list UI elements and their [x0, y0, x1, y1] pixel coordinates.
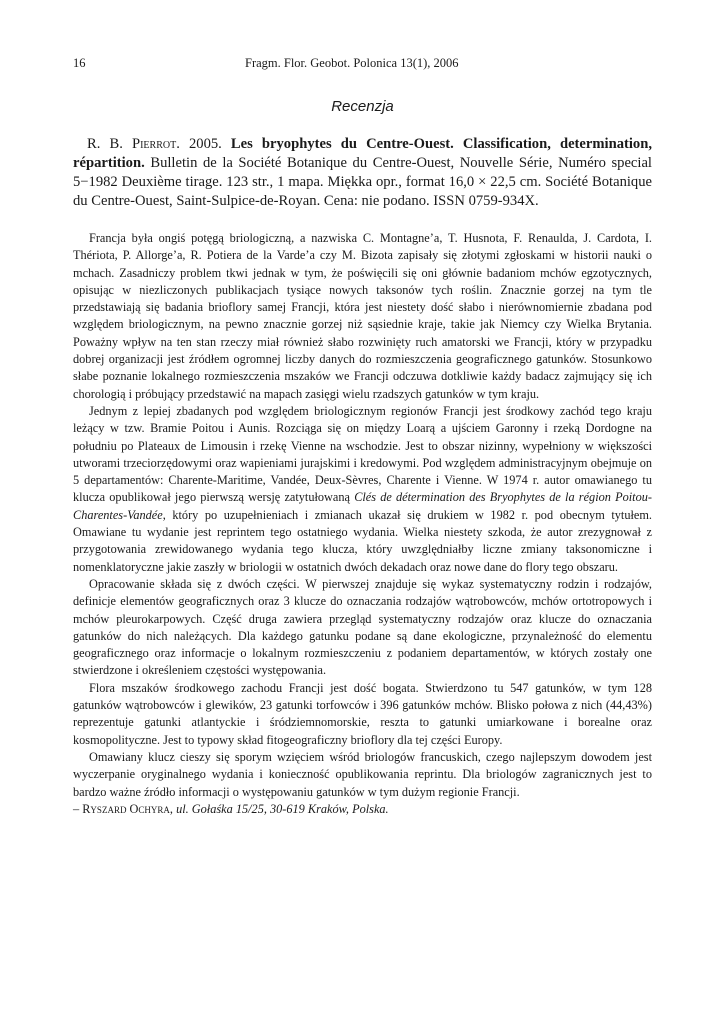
- journal-reference: Fragm. Flor. Geobot. Polonica 13(1), 2006: [245, 56, 459, 70]
- paragraph-2: [73, 403, 652, 576]
- author-surname: Pierrot: [131, 136, 177, 152]
- paragraph-2-cited-title: Clés de détermination des Bryophytes de la région Poitou-Charentes-Vandée: [73, 490, 652, 522]
- author-initials: R. B.: [87, 136, 123, 152]
- review-body: [73, 230, 652, 818]
- citation-details: Bulletin de la Société Botanique du Centre-Ouest, Nouvelle Série, Numéro special 5−1982 Deuxième tirage. 123 str., 1 mapa. Miękka opr., format 16,0 × 22,5 cm. Société Botanique du Centre-Ouest, Saint-Sulpice-de-Royan. Cena: nie podano. ISSN 0759-934X.: [73, 155, 652, 209]
- book-title: Les bryophytes du Centre-Ouest. Classification, determination, répartition.: [73, 136, 652, 171]
- section-title: Recenzja: [331, 98, 394, 115]
- paragraph-1: Francja była ongiś potęgą briologiczną, a nazwiska C. Montagne’a, T. Husnota, F. Renaulda, J. Cardota, I. Thériota, P. Allorge’a, R. Potiera de la Varde’a czy M. Bizota zapisały się złotymi zgłoskami w historii nauki o mchach. Zasadniczy problem tkwi jednak w tym, że poświęcili się oni głównie badaniom mchów egzotycznych, opisując w niezliczonych publikacjach tysiące nowych taksonów tych roślin. Znacznie gorzej na tym tle przedstawiają się badania brioflory samej Francji, która jest niestety dość słabo i nierównomiernie zbadana pod względem briologicznym, na pewno znacznie gorzej niż sąsiednie kraje, takie jak Niemcy czy Wielka Brytania. Poważny wpływ na ten stan rzeczy miał również słabo rozwinięty ruch amatorski we Francji, który w przypadku dobrej organizacji jest źródłem ogromnej liczby danych do rozmieszczenia geograficznego gatunków. Stosunkowo słabe poznanie lokalnego rozmieszczenia mszaków we Francji odczuwa dotkliwie każdy badacz zajmujący się ich chorologią i próbujący przedstawić na mapach zasięgi wielu rzadszych gatunków w tym kraju.: [73, 231, 652, 401]
- book-citation: [73, 135, 652, 211]
- paragraph-3: Opracowanie składa się z dwóch części. W pierwszej znajduje się wykaz systematyczny rodzin i rodzajów, definicje elementów geograficznych oraz 3 klucze do oznaczania rodzajów wątrobowców, mchów ortotropowych i mchów pleurokarpowych. Część druga zawiera przegląd systematyczny rodzajów oraz klucze do oznaczania gatunków do nich należących. Dla każdego gatunku podane są dane ekologiczne, przynależność do elementu geograficznego oraz informacje o lokalnym rozmieszczeniu z podaniem departamentów, w których zostały one stwierdzone i określeniem częstości występowania.: [73, 576, 652, 678]
- page-number: 16: [73, 56, 86, 70]
- paragraph-2-text-b: , który po uzupełnieniach i zmianach ukazał się drukiem w 1982 r. pod obecnym tytułem. Omawiane tu wydanie jest reprintem tego ostatniego wydania. Wielka niestety szkoda, że autor zrezygnował z przygotowania zrewidowanego wydania tego klucza, który uwzględniałby liczne zmiany taksonomiczne i nomenklatoryczne jakie zaszły w briologii w ostatnich dwóch dekadach oraz nowe dane do flory tego obszaru.: [73, 507, 652, 574]
- citation-year: . 2005.: [176, 136, 222, 152]
- paragraph-4: Flora mszaków środkowego zachodu Francji jest dość bogata. Stwierdzono tu 547 gatunków, w tym 128 gatunków wątrobowców i glewików, 23 gatunki torfowców i 396 gatunków mchów. Blisko połowa z nich (44,43%) reprezentuje gatunki atlantyckie i śródziemnomorskie, reszta to gatunki umiarkowane i borealne oraz kosmopolityczne. Jest to typowy skład fitogeograficzny brioflory dla tej części Europy.: [73, 680, 652, 747]
- running-header: [73, 56, 652, 72]
- paragraph-2-text-a: Jednym z lepiej zbadanych pod względem briologicznym regionów Francji jest środkowy zachód tego kraju leżący w tzw. Bramie Poitou i Aunis. Rozciąga się on między Loarą a ujściem Garonny i rzeką Dordogne na południu po Plateaux de Limousin i rzekę Vienne na wschodzie. Jest to obszar nizinny, wypełniony w większości utworami trzeciorzędowymi oraz wapieniami jurajskimi i kredowymi. Pod względem administracyjnym obejmuje on 5 departamentów: Charente-Maritime, Vandée, Deux-Sèvres, Charente i Vienne. W 1974 r. autor omawianego tu klucza opublikował jego pierwszą wersję zatytułowaną: [73, 403, 652, 505]
- paragraph-5: [73, 749, 652, 818]
- paragraph-5-text: Omawiany klucz cieszy się sporym wzięciem wśród briologów francuskich, czego najlepszym dowodem jest wyczerpanie oryginalnego wydania i konieczność opublikowania reprintu. Dla briologów zagranicznych jest to bardzo ważne źródło informacji o występowaniu gatunków w tym dużym regionie Francji.: [73, 749, 652, 799]
- signature-dash: –: [73, 801, 83, 816]
- reviewer-address: ul. Gołaśka 15/25, 30-619 Kraków, Polska.: [176, 801, 389, 816]
- signature-separator: ,: [169, 801, 177, 816]
- reviewer-name: Ryszard Ochyra: [82, 801, 170, 816]
